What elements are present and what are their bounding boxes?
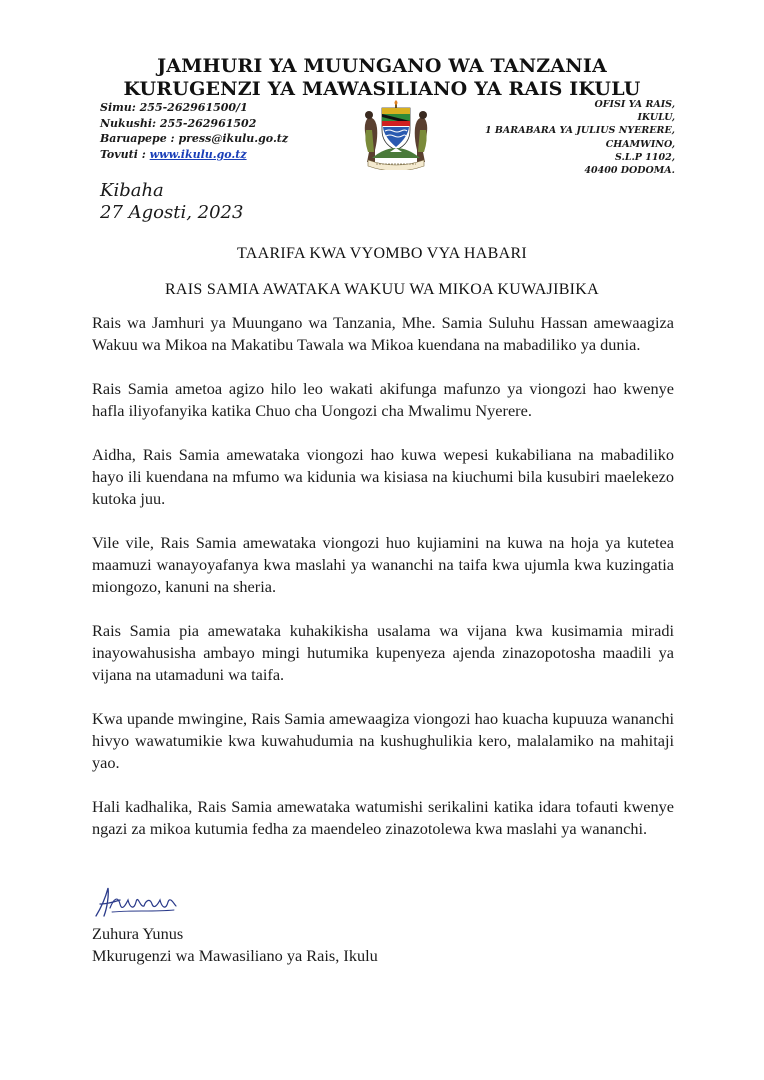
handwritten-signature-icon xyxy=(92,882,192,924)
body-paragraph: Kwa upande mwingine, Rais Samia amewaagiza viongozi hao kuacha kupuuza wananchi hivyo wawatumikie kwa kuwahudumia na kushughulikia kero, malalamiko na mahitaji yao. xyxy=(92,709,674,772)
signatory-block xyxy=(92,923,378,967)
dateline-date: 27 Agosti, 2023 xyxy=(100,202,244,223)
body-paragraph: Hali kadhalika, Rais Samia amewataka watumishi serikalini katika idara tofauti kwenye ngazi za mikoa kutumia fedha za maendeleo zinazotolewa kwa maslahi ya wananchi. xyxy=(92,797,674,838)
body-paragraph: Vile vile, Rais Samia amewataka viongozi huo kujiamini na kuwa na hoja ya kutetea maamuzi wanayoyafanya kwa maslahi ya wananchi na taifa kwa ujumla kwa kuzingatia miongozo, kanuni na sheria. xyxy=(92,533,674,596)
document-body xyxy=(92,312,674,862)
body-paragraph: Aidha, Rais Samia amewataka viongozi hao kuwa wepesi kukabiliana na mabadiliko hayo ili kuendana na mfumo wa kidunia wa kisiasa na kiuchumi bila kusubiri maelekezo kutoka juu. xyxy=(92,445,674,508)
body-paragraph: Rais wa Jamhuri ya Muungano wa Tanzania, Mhe. Samia Suluhu Hassan amewaagiza Wakuu wa Mikoa na Makatibu Tawala wa Mikoa kuendana na mabadiliko ya dunia. xyxy=(92,313,674,354)
signatory-name: Zuhura Yunus xyxy=(92,924,184,943)
fax-number: Nukushi: 255-262961502 xyxy=(100,116,257,130)
document-type-heading: TAARIFA KWA VYOMBO VYA HABARI xyxy=(236,245,528,262)
header-republic-name: JAMHURI YA MUUNGANO WA TANZANIA xyxy=(157,55,607,77)
body-paragraph: Rais Samia pia amewataka kuhakikisha usalama wa vijana kwa kusimamia miradi inayowahusisha ambayo mingi hutumika kupenyeza ajenda zinazopotosha maadili ya vijana na utamaduni wa taifa. xyxy=(92,621,674,684)
address-line: IKULU, xyxy=(637,112,675,124)
website-prefix: Tovuti : xyxy=(100,147,150,161)
signatory-position: Mkurugenzi wa Mawasiliano ya Rais, Ikulu xyxy=(92,946,378,965)
tanzania-coat-of-arms-icon xyxy=(354,100,438,170)
address-line: 40400 DODOMA. xyxy=(584,165,675,177)
body-paragraph: Rais Samia ametoa agizo hilo leo wakati akifunga mafunzo ya viongozi hao kwenye hafla iliyofanyika katika Chuo cha Uongozi cha Mwalimu Nyerere. xyxy=(92,379,674,420)
address-line: S.L.P 1102, xyxy=(614,151,675,163)
address-line: OFISI YA RAIS, xyxy=(594,99,675,110)
office-address xyxy=(485,98,675,177)
website-line xyxy=(100,147,288,163)
contact-details-left xyxy=(100,100,288,162)
address-line: 1 BARABARA YA JULIUS NYERERE, xyxy=(484,125,675,137)
website-link[interactable]: www.ikulu.go.tz xyxy=(149,147,247,161)
phone-number: Simu: 255-262961500/1 xyxy=(100,101,248,114)
header-directorate-name: KURUGENZI YA MAWASILIANO YA RAIS IKULU xyxy=(123,78,641,100)
dateline-place: Kibaha xyxy=(100,180,164,201)
email-address: Baruapepe : press@ikulu.go.tz xyxy=(100,132,289,145)
address-line: CHAMWINO, xyxy=(605,138,675,150)
document-title: RAIS SAMIA AWATAKA WAKUU WA MIKOA KUWAJIBIKA xyxy=(164,281,600,298)
dateline xyxy=(100,180,243,224)
